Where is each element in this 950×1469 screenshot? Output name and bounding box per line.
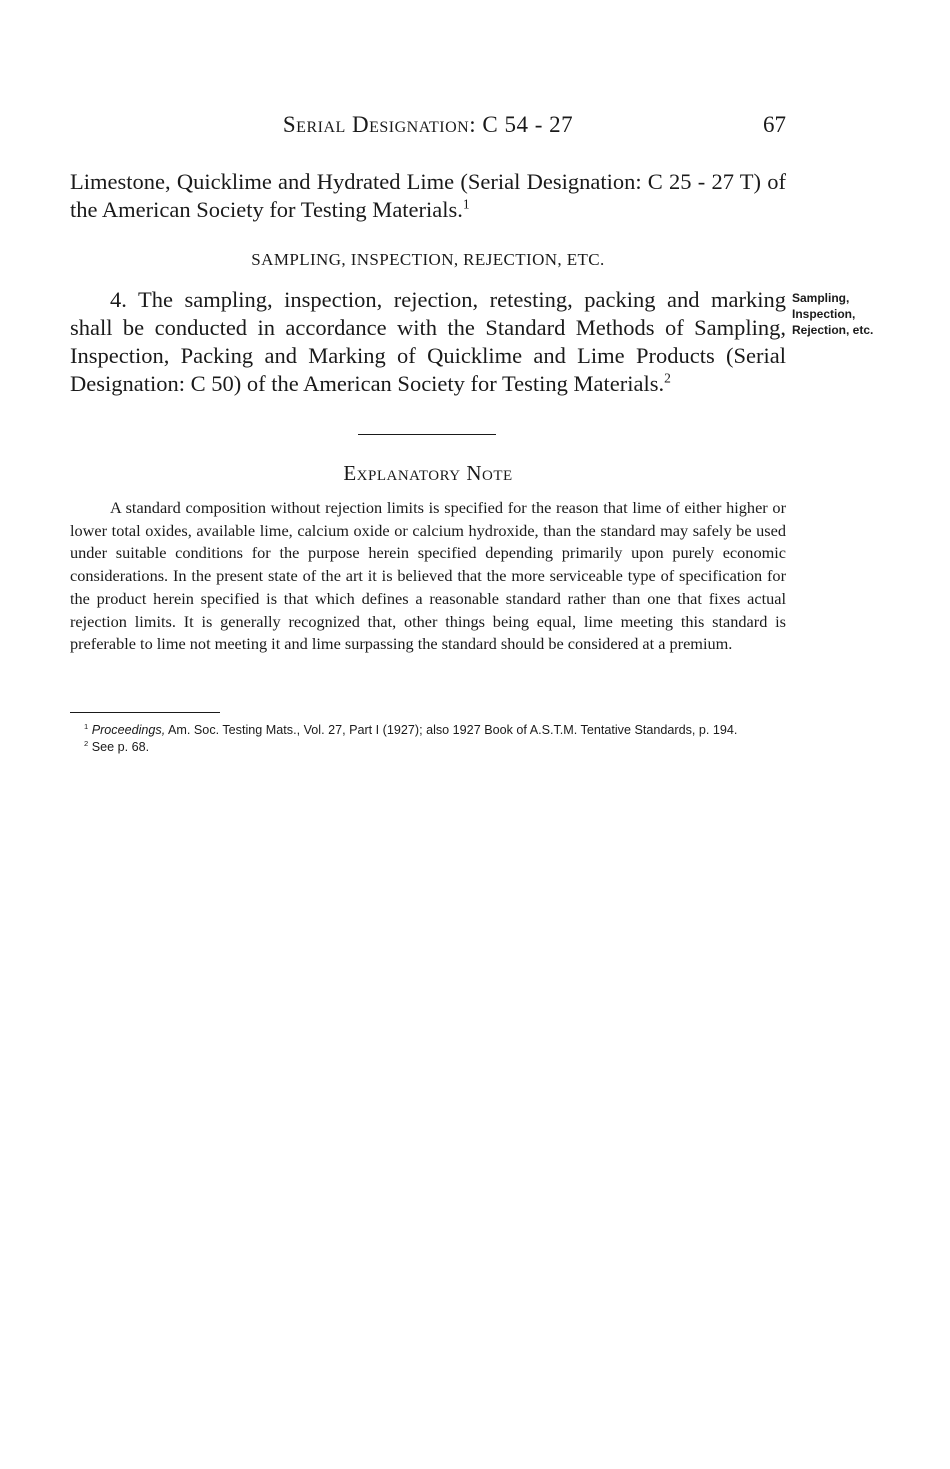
footnote-text: See p. 68. xyxy=(91,740,150,754)
running-header xyxy=(70,112,786,144)
sampling-paragraph xyxy=(70,286,786,398)
section-divider xyxy=(358,434,496,435)
page-number: 67 xyxy=(763,112,786,137)
explanatory-note-heading: Explanatory Note xyxy=(343,461,513,485)
footnote-2 xyxy=(70,739,786,756)
footnote-divider xyxy=(70,712,220,713)
footnote-lead: Proceedings, xyxy=(91,723,166,737)
intro-text: Limestone, Quicklime and Hydrated Lime (Serial Designation: C 25 - 27 T) of the American Society for Testing Materials. xyxy=(70,169,786,222)
margin-sidenote: Sampling, Inspection, Rejection, etc. xyxy=(792,291,874,337)
footnote-mark: 1 xyxy=(84,721,89,731)
explanatory-note-text: A standard composition without rejection limits is specified for the reason that lime of either higher or lower total oxides, available lime, calcium oxide or calcium hydroxide, than the standard may safely be used under suitable conditions for the purpose herein specified depending primarily upon purely economic considerations. In the present state of the art it is believed that the more serviceable type of specification for the product herein specified is that which defines a reasonable standard rather than one that fixes actual rejection limits. It is generally recognized that, other things being equal, lime meeting this standard is preferable to lime not meeting it and lime surpassing the standard should be considered at a premium. xyxy=(70,498,786,654)
footnote-mark: 2 xyxy=(84,738,89,748)
section-heading: SAMPLING, INSPECTION, REJECTION, ETC. xyxy=(251,250,605,269)
footnote-ref-2: 2 xyxy=(664,370,671,386)
footnote-ref-1: 1 xyxy=(462,196,470,212)
intro-paragraph xyxy=(70,168,786,224)
footnotes xyxy=(70,722,786,756)
footnote-1 xyxy=(70,722,786,739)
footnote-text: Am. Soc. Testing Mats., Vol. 27, Part I (1927); also 1927 Book of A.S.T.M. Tentative Standards, p. 194. xyxy=(165,723,738,737)
header-title: Serial Designation: C 54 - 27 xyxy=(282,112,574,137)
sampling-text: 4. The sampling, inspection, rejection, retesting, packing and marking shall be conducted in accordance with the Standard Methods of Sampling, Inspection, Packing and Marking of Quicklime and Lime Products (Serial Designation: C 50) of the American Society for Testing Materials. xyxy=(70,287,786,396)
